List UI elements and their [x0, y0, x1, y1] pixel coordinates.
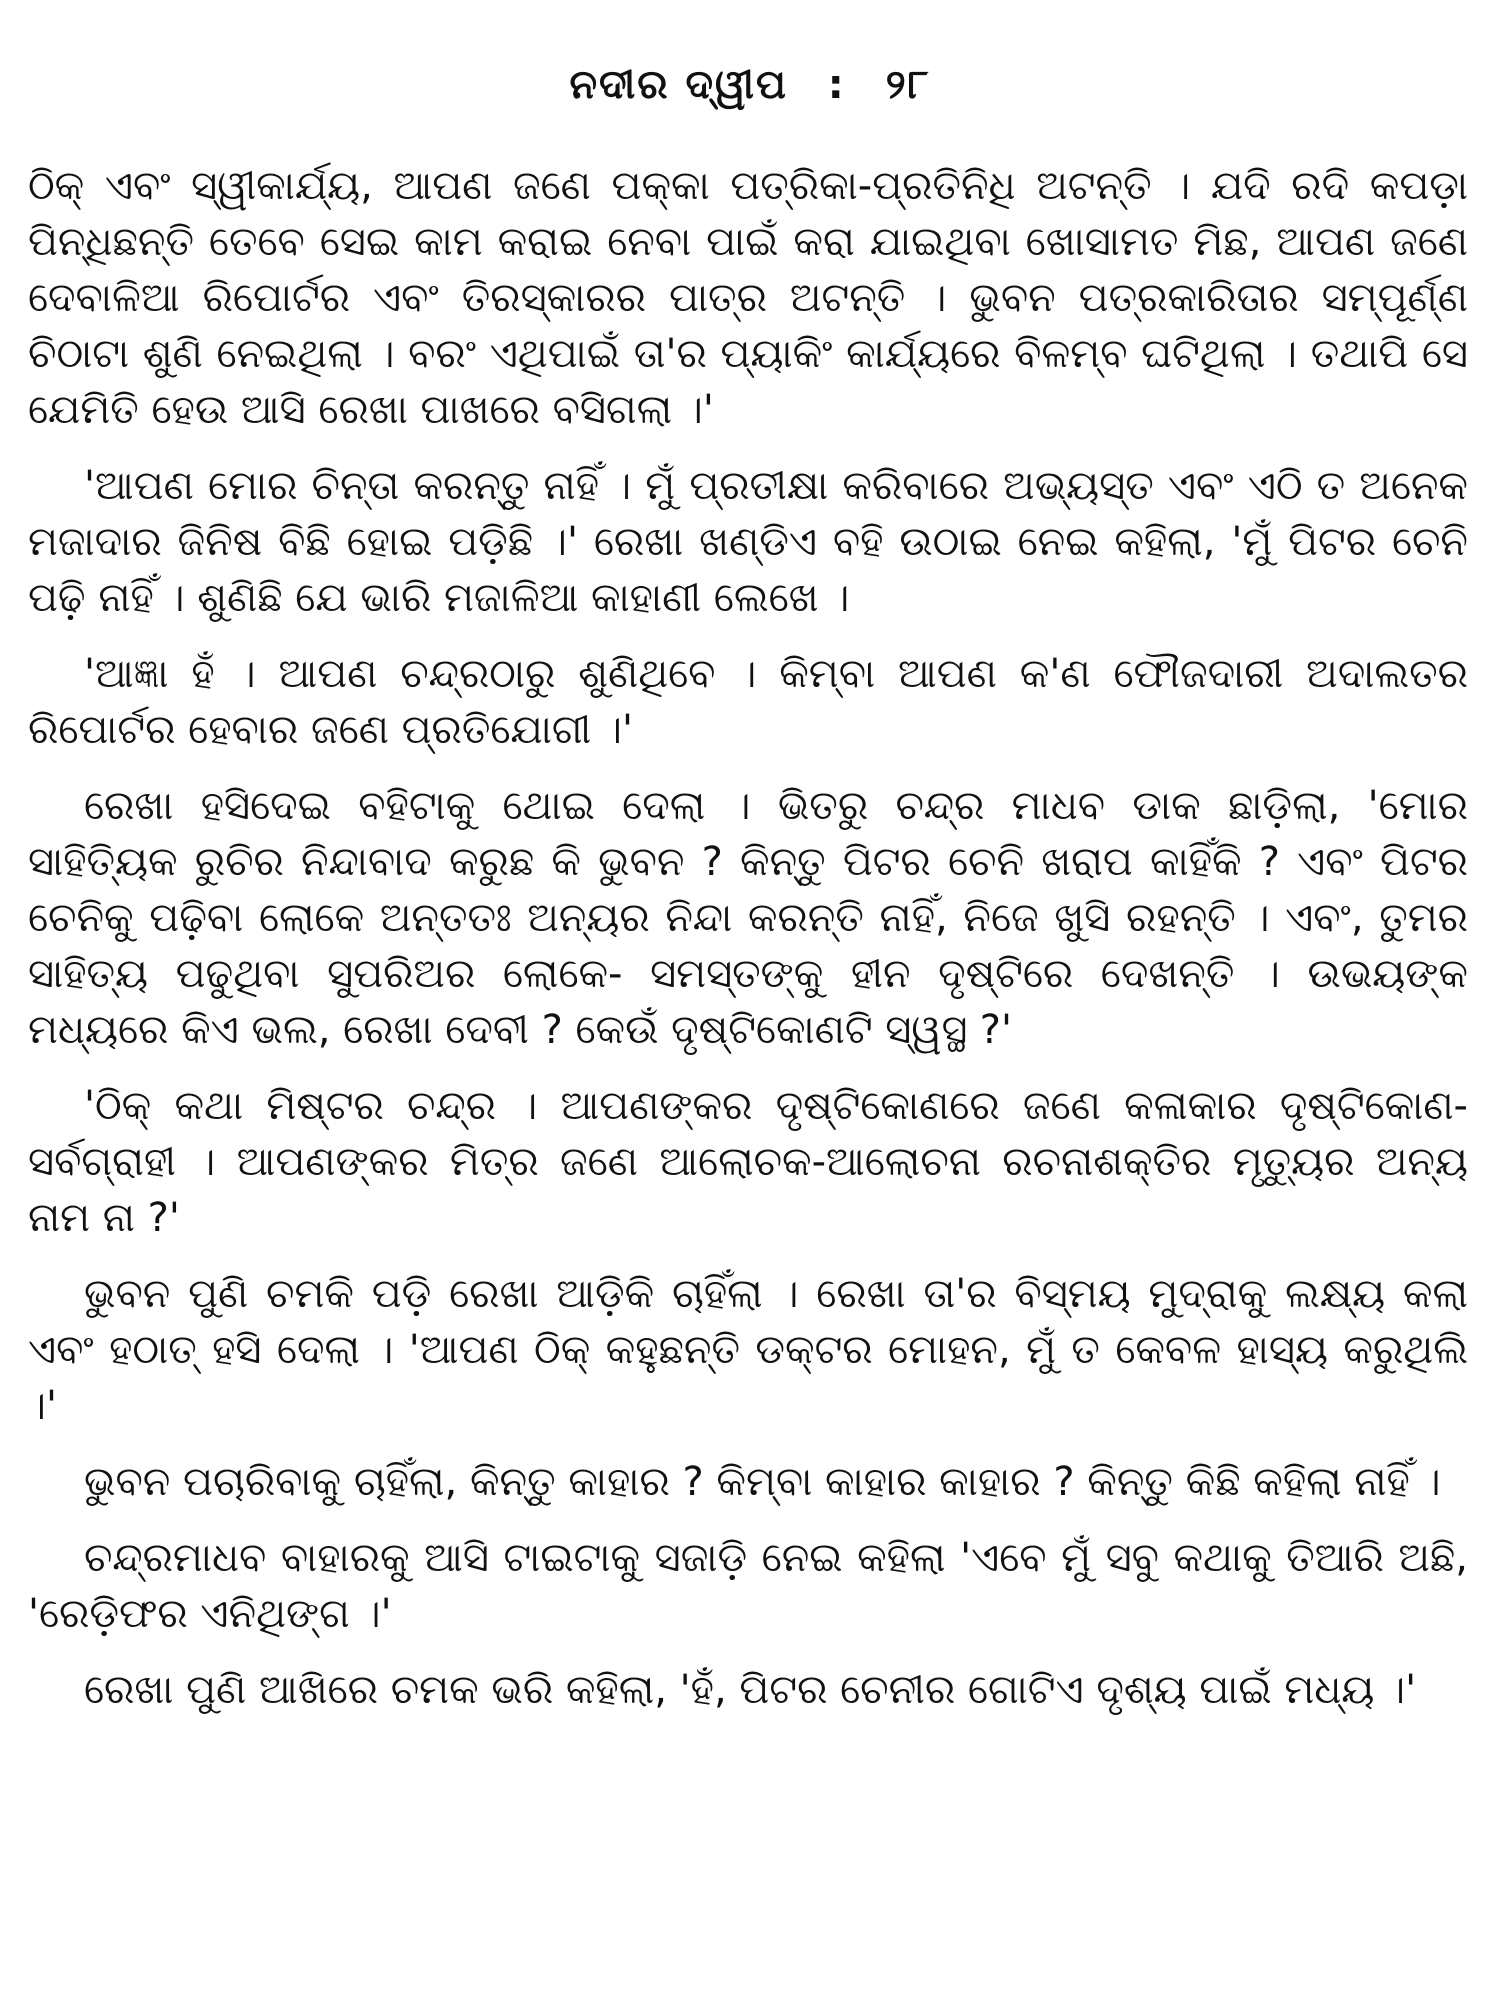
header-separator: :: [827, 62, 846, 108]
paragraph: ଠିକ୍ ଏବଂ ସ୍ୱୀକାର୍ଯ୍ୟ, ଆପଣ ଜଣେ ପକ୍କା ପତ୍ରିକା-ପ୍ରତିନିଧି ଅଟନ୍ତି । ଯଦି ରଦି କପଡ଼ା ପିନ୍ଧିଛନ୍ତି ତେବେ ସେଇ କାମ କରାଇ ନେବା ପାଇଁ କରା ଯାଇଥିବା ଖୋସାମତ ମିଛ, ଆପଣ ଜଣେ ଦେବାଳିଆ ରିପୋର୍ଟର ଏବଂ ତିରସ୍କାରର ପାତ୍ର ଅଟନ୍ତି । ଭୁବନ ପତ୍ରକାରିତାର ସମ୍ପୂର୍ଣ୍ଣ ଚିଠାଟା ଶୁଣି ନେଇଥିଲା । ବରଂ ଏଥିପାଇଁ ତା'ର ପ୍ୟାକିଂ କାର୍ଯ୍ୟରେ ବିଳମ୍ବ ଘଟିଥିଲା । ତଥାପି ସେ ଯେମିତି ହେଉ ଆସି ରେଖା ପାଖରେ ବସିଗଲା ।': [28, 163, 1468, 433]
running-header: [0, 62, 1500, 108]
paragraph: ଚନ୍ଦ୍ରମାଧବ ବାହାରକୁ ଆସି ଟାଇଟାକୁ ସଜାଡ଼ି ନେଇ କହିଲା 'ଏବେ ମୁଁ ସବୁ କଥାକୁ ତିଆରି ଅଛି, 'ରେଡ଼ିଫର ଏନିଥିଙ୍ଗ ।': [28, 1535, 1468, 1637]
page-body: [28, 158, 1468, 1738]
paragraph: 'ଆଜ୍ଞା ହଁ । ଆପଣ ଚନ୍ଦ୍ରଠାରୁ ଶୁଣିଥିବେ । କିମ୍ବା ଆପଣ କ'ଣ ଫୌଜଦାରୀ ଅଦାଲତର ରିପୋର୍ଟର ହେବାର ଜଣେ ପ୍ରତିଯୋଗୀ ।': [28, 651, 1468, 753]
paragraph: 'ଆପଣ ମୋର ଚିନ୍ତା କରନ୍ତୁ ନାହିଁ । ମୁଁ ପ୍ରତୀକ୍ଷା କରିବାରେ ଅଭ୍ୟସ୍ତ ଏବଂ ଏଠି ତ ଅନେକ ମଜାଦାର ଜିନିଷ ବିଛି ହୋଇ ପଡ଼ିଛି ।' ରେଖା ଖଣ୍ଡିଏ ବହି ଉଠାଇ ନେଇ କହିଲା, 'ମୁଁ ପିଟର ଚେନି ପଢ଼ି ନାହିଁ । ଶୁଣିଛି ଯେ ଭାରି ମଜାଳିଆ କାହାଣୀ ଲେଖେ ।: [28, 463, 1468, 621]
paragraph: ଭୁବନ ପୁଣି ଚମକି ପଡ଼ି ରେଖା ଆଡ଼ିକି ଚାହିଁଲା । ରେଖା ତା'ର ବିସ୍ମୟ ମୁଦ୍ରାକୁ ଲକ୍ଷ୍ୟ କଲା ଏବଂ ହଠାତ୍ ହସି ଦେଲା । 'ଆପଣ ଠିକ୍ କହୁଛନ୍ତି ଡକ୍ଟର ମୋହନ, ମୁଁ ତ କେବଳ ହାସ୍ୟ କରୁଥିଲି ।': [28, 1271, 1468, 1429]
paragraph: ରେଖା ହସିଦେଇ ବହିଟାକୁ ଥୋଇ ଦେଲା । ଭିତରୁ ଚନ୍ଦ୍ର ମାଧବ ଡାକ ଛାଡ଼ିଲା, 'ମୋର ସାହିତ୍ୟିକ ରୁଚିର ନିନ୍ଦାବାଦ କରୁଛ କି ଭୁବନ ? କିନ୍ତୁ ପିଟର ଚେନି ଖରାପ କାହିଁକି ? ଏବଂ ପିଟର ଚେନିକୁ ପଢ଼ିବା ଲୋକେ ଅନ୍ତତଃ ଅନ୍ୟର ନିନ୍ଦା କରନ୍ତି ନାହିଁ, ନିଜେ ଖୁସି ରହନ୍ତି । ଏବଂ, ତୁମର ସାହିତ୍ୟ ପଢୁଥିବା ସୁପରିଅର ଲୋକେ- ସମସ୍ତଙ୍କୁ ହୀନ ଦୃଷ୍ଟିରେ ଦେଖନ୍ତି । ଉଭୟଙ୍କ ମଧ୍ୟରେ କିଏ ଭଲ, ରେଖା ଦେବୀ ? କେଉଁ ଦୃଷ୍ଟିକୋଣଟି ସ୍ୱସ୍ଥ ?': [28, 783, 1468, 1053]
book-title: ନଦୀର ଦ୍ୱୀପ: [569, 62, 788, 108]
page-number: ୨୮: [885, 62, 931, 108]
paragraph: ଭୁବନ ପଚାରିବାକୁ ଚାହିଁଲା, କିନ୍ତୁ କାହାର ? କିମ୍ବା କାହାର କାହାର ? କିନ୍ତୁ କିଛି କହିଲା ନାହିଁ ।: [84, 1459, 1441, 1505]
paragraph: ରେଖା ପୁଣି ଆଖିରେ ଚମକ ଭରି କହିଲା, 'ହଁ, ପିଟର ଚେନୀର ଗୋଟିଏ ଦୃଶ୍ୟ ପାଇଁ ମଧ୍ୟ ।': [84, 1667, 1417, 1713]
paragraph: 'ଠିକ୍ କଥା ମିଷ୍ଟର ଚନ୍ଦ୍ର । ଆପଣଙ୍କର ଦୃଷ୍ଟିକୋଣରେ ଜଣେ କଳାକାର ଦୃଷ୍ଟିକୋଣ- ସର୍ବଗ୍ରାହୀ । ଆପଣଙ୍କର ମିତ୍ର ଜଣେ ଆଲୋଚକ-ଆଲୋଚନା ରଚନାଶକ୍ତିର ମୃତ୍ୟୁର ଅନ୍ୟ ନାମ ନା ?': [28, 1083, 1468, 1241]
